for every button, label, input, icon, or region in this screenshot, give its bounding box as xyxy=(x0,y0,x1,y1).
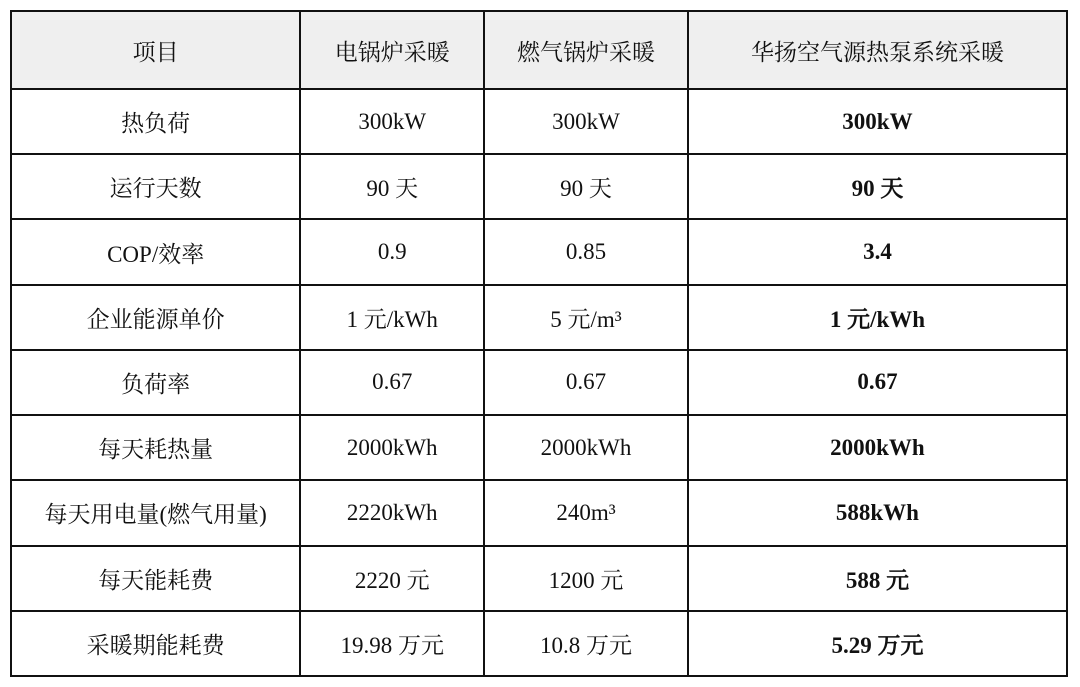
row-label-heating-season-energy-cost: 采暖期能耗费 xyxy=(11,611,300,676)
cell-electric: 2220kWh xyxy=(300,480,484,545)
cell-gas: 240m³ xyxy=(484,480,688,545)
header-cell-electric: 电锅炉采暖 xyxy=(300,11,484,89)
cell-gas: 90 天 xyxy=(484,154,688,219)
row-label-cop-efficiency: COP/效率 xyxy=(11,219,300,284)
table-row xyxy=(11,611,1067,676)
table-row xyxy=(11,546,1067,611)
header-cell-heatpump: 华扬空气源热泵系统采暖 xyxy=(688,11,1067,89)
cell-electric: 0.67 xyxy=(300,350,484,415)
header-row xyxy=(11,11,1067,89)
table-body xyxy=(11,89,1067,676)
cell-heatpump: 588kWh xyxy=(688,480,1067,545)
cell-gas: 0.67 xyxy=(484,350,688,415)
cell-gas: 1200 元 xyxy=(484,546,688,611)
table-row xyxy=(11,285,1067,350)
cell-heatpump: 2000kWh xyxy=(688,415,1067,480)
cell-heatpump: 1 元/kWh xyxy=(688,285,1067,350)
row-label-daily-energy-cost: 每天能耗费 xyxy=(11,546,300,611)
cell-electric: 0.9 xyxy=(300,219,484,284)
row-label-load-rate: 负荷率 xyxy=(11,350,300,415)
table-row xyxy=(11,350,1067,415)
comparison-table-container xyxy=(10,10,1068,677)
row-label-operating-days: 运行天数 xyxy=(11,154,300,219)
row-label-daily-heat-consumption: 每天耗热量 xyxy=(11,415,300,480)
cell-electric: 2000kWh xyxy=(300,415,484,480)
header-cell-gas: 燃气锅炉采暖 xyxy=(484,11,688,89)
cell-heatpump: 588 元 xyxy=(688,546,1067,611)
cell-electric: 1 元/kWh xyxy=(300,285,484,350)
row-label-daily-electricity-gas-usage: 每天用电量(燃气用量) xyxy=(11,480,300,545)
table-header xyxy=(11,11,1067,89)
cell-electric: 300kW xyxy=(300,89,484,154)
cell-electric: 90 天 xyxy=(300,154,484,219)
row-label-heat-load: 热负荷 xyxy=(11,89,300,154)
cell-gas: 0.85 xyxy=(484,219,688,284)
cell-heatpump: 3.4 xyxy=(688,219,1067,284)
cell-gas: 300kW xyxy=(484,89,688,154)
table-row xyxy=(11,89,1067,154)
cell-heatpump: 300kW xyxy=(688,89,1067,154)
cell-heatpump: 5.29 万元 xyxy=(688,611,1067,676)
cell-gas: 5 元/m³ xyxy=(484,285,688,350)
cell-heatpump: 90 天 xyxy=(688,154,1067,219)
table-row xyxy=(11,154,1067,219)
row-label-energy-unit-price: 企业能源单价 xyxy=(11,285,300,350)
table-row xyxy=(11,219,1067,284)
cell-heatpump: 0.67 xyxy=(688,350,1067,415)
cell-gas: 10.8 万元 xyxy=(484,611,688,676)
header-cell-item: 项目 xyxy=(11,11,300,89)
cell-gas: 2000kWh xyxy=(484,415,688,480)
heating-comparison-table xyxy=(10,10,1068,677)
cell-electric: 19.98 万元 xyxy=(300,611,484,676)
table-row xyxy=(11,480,1067,545)
table-row xyxy=(11,415,1067,480)
cell-electric: 2220 元 xyxy=(300,546,484,611)
